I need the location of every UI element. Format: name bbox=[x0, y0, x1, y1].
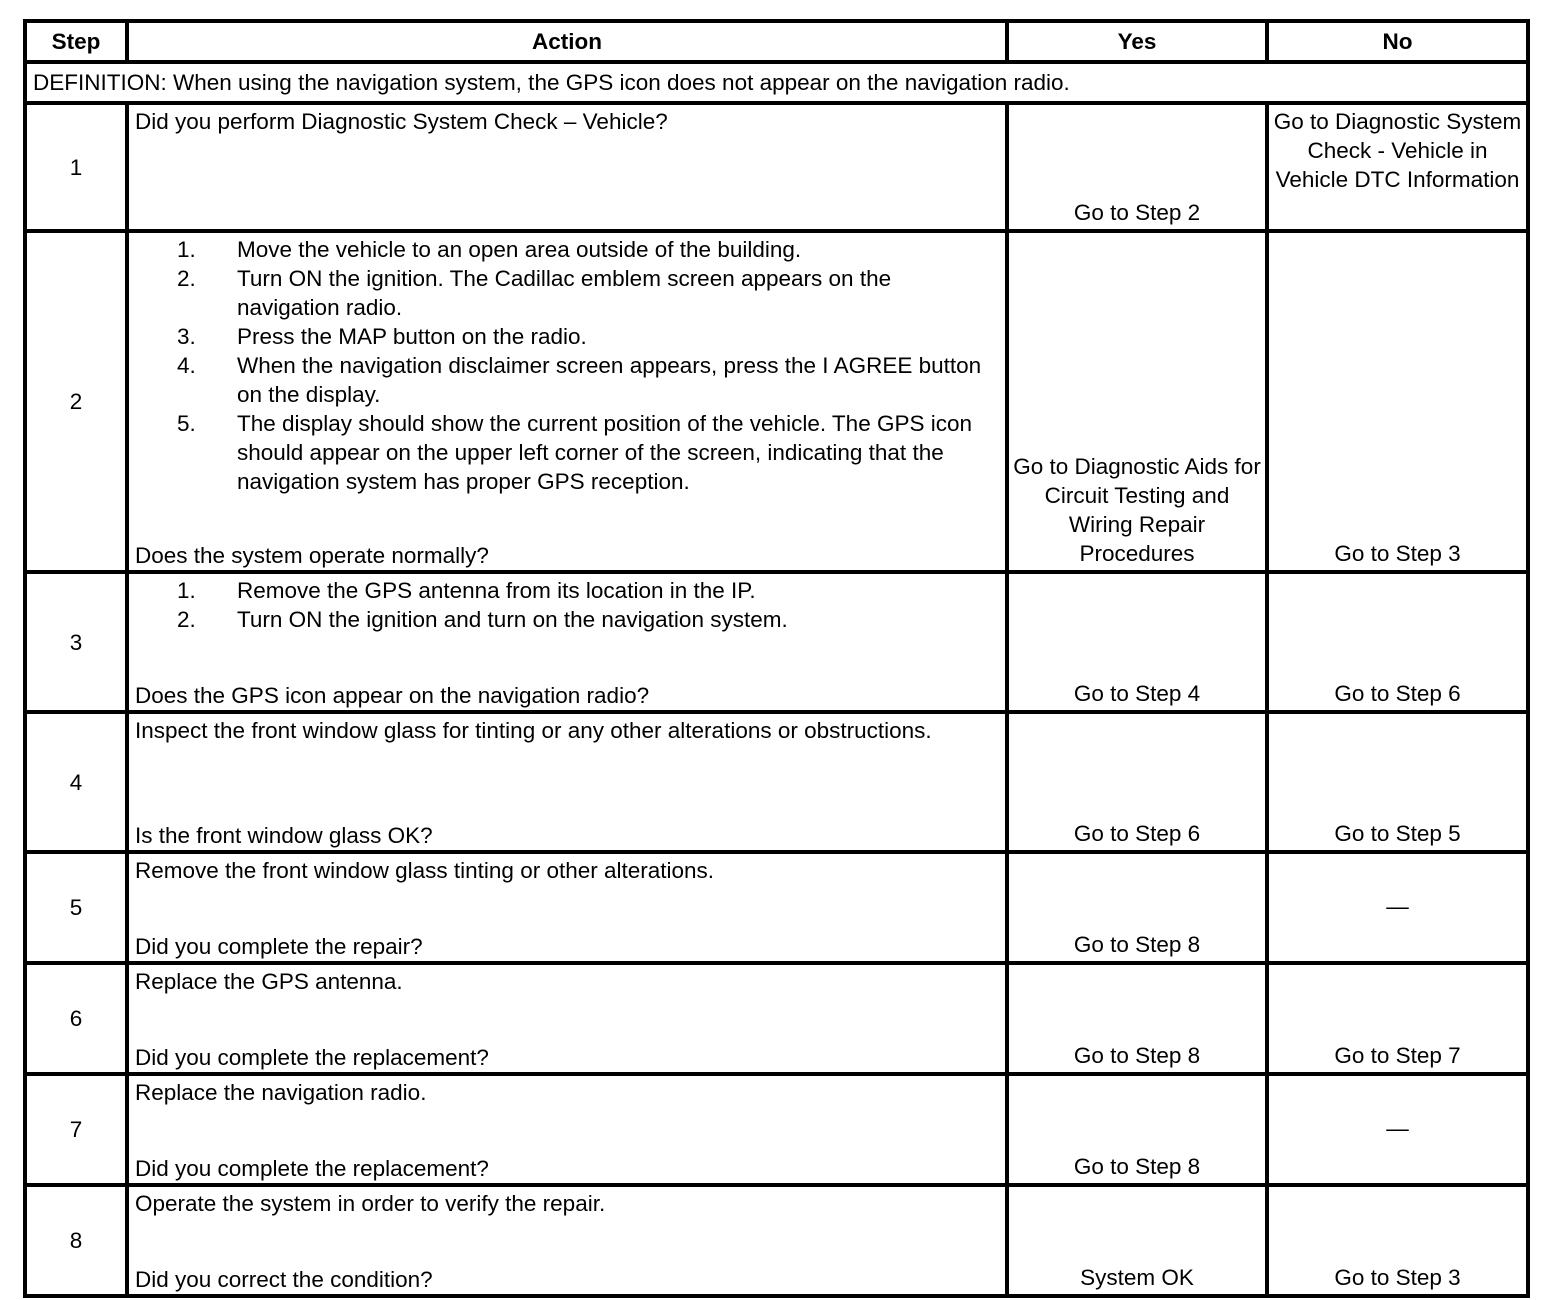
action-cell bbox=[127, 852, 1007, 963]
yes-cell: Go to Step 8 bbox=[1007, 1074, 1267, 1185]
step-number: 2 bbox=[25, 231, 127, 572]
action-text: Inspect the front window glass for tinting or any other alterations or obstructions. bbox=[135, 718, 932, 743]
action-steps-list bbox=[135, 235, 999, 496]
yes-cell: Go to Step 6 bbox=[1007, 712, 1267, 852]
action-question: Is the front window glass OK? bbox=[135, 823, 433, 848]
diagnostic-table bbox=[23, 19, 1530, 1298]
definition-text: DEFINITION: When using the navigation system, the GPS icon does not appear on the navigation radio. bbox=[25, 62, 1528, 103]
action-cell bbox=[127, 712, 1007, 852]
list-item: 2. Turn ON the ignition and turn on the navigation system. bbox=[177, 607, 788, 632]
yes-cell: System OK bbox=[1007, 1185, 1267, 1296]
header-yes: Yes bbox=[1007, 21, 1267, 62]
no-cell: Go to Step 5 bbox=[1267, 712, 1528, 852]
action-text: Operate the system in order to verify the repair. bbox=[135, 1191, 606, 1216]
no-cell: Go to Step 6 bbox=[1267, 572, 1528, 712]
yes-cell: Go to Diagnostic Aids for Circuit Testing and Wiring Repair Procedures bbox=[1007, 231, 1267, 572]
no-cell: Go to Step 3 bbox=[1267, 1185, 1528, 1296]
yes-cell: Go to Step 4 bbox=[1007, 572, 1267, 712]
list-item: 1. Remove the GPS antenna from its location in the IP. bbox=[177, 578, 756, 603]
action-text: Did you perform Diagnostic System Check – Vehicle? bbox=[135, 109, 668, 134]
table-row bbox=[25, 572, 1528, 712]
header-action: Action bbox=[127, 21, 1007, 62]
table-row bbox=[25, 1185, 1528, 1296]
action-steps-list bbox=[135, 576, 999, 634]
action-text: Remove the front window glass tinting or other alterations. bbox=[135, 858, 715, 883]
step-number: 3 bbox=[25, 572, 127, 712]
action-text: Replace the GPS antenna. bbox=[135, 969, 403, 994]
table-row bbox=[25, 712, 1528, 852]
step-number: 8 bbox=[25, 1185, 127, 1296]
list-item: 5. The display should show the current position of the vehicle. The GPS icon should appear on the upper left corner of the screen, indicating that the navigation system has proper GPS reception. bbox=[177, 411, 972, 494]
no-cell: — bbox=[1267, 852, 1528, 963]
action-cell bbox=[127, 231, 1007, 572]
step-number: 7 bbox=[25, 1074, 127, 1185]
no-cell: Go to Step 3 bbox=[1267, 231, 1528, 572]
action-question: Does the GPS icon appear on the navigation radio? bbox=[135, 683, 650, 708]
header-row bbox=[25, 21, 1528, 62]
list-item: 2. Turn ON the ignition. The Cadillac emblem screen appears on the navigation radio. bbox=[177, 266, 892, 320]
step-number: 4 bbox=[25, 712, 127, 852]
action-cell bbox=[127, 1074, 1007, 1185]
no-cell: Go to Step 7 bbox=[1267, 963, 1528, 1074]
action-cell bbox=[127, 103, 1007, 231]
definition-row bbox=[25, 62, 1528, 103]
step-number: 6 bbox=[25, 963, 127, 1074]
yes-cell: Go to Step 8 bbox=[1007, 963, 1267, 1074]
action-question: Did you complete the replacement? bbox=[135, 1156, 489, 1181]
header-no: No bbox=[1267, 21, 1528, 62]
no-cell: Go to Diagnostic System Check - Vehicle in Vehicle DTC Information bbox=[1267, 103, 1528, 231]
action-cell bbox=[127, 1185, 1007, 1296]
action-question: Did you complete the repair? bbox=[135, 934, 423, 959]
action-question: Does the system operate normally? bbox=[135, 543, 489, 568]
action-cell bbox=[127, 572, 1007, 712]
table-row bbox=[25, 231, 1528, 572]
step-number: 5 bbox=[25, 852, 127, 963]
table-row bbox=[25, 103, 1528, 231]
list-item: 4. When the navigation disclaimer screen appears, press the I AGREE button on the display. bbox=[177, 353, 982, 407]
table-row bbox=[25, 963, 1528, 1074]
action-text: Replace the navigation radio. bbox=[135, 1080, 427, 1105]
action-question: Did you complete the replacement? bbox=[135, 1045, 489, 1070]
table-row bbox=[25, 1074, 1528, 1185]
yes-cell: Go to Step 2 bbox=[1007, 103, 1267, 231]
header-step: Step bbox=[25, 21, 127, 62]
list-item: 1. Move the vehicle to an open area outside of the building. bbox=[177, 237, 802, 262]
step-number: 1 bbox=[25, 103, 127, 231]
action-question: Did you correct the condition? bbox=[135, 1267, 433, 1292]
action-cell bbox=[127, 963, 1007, 1074]
list-item: 3. Press the MAP button on the radio. bbox=[177, 324, 587, 349]
no-cell: — bbox=[1267, 1074, 1528, 1185]
yes-cell: Go to Step 8 bbox=[1007, 852, 1267, 963]
table-row bbox=[25, 852, 1528, 963]
